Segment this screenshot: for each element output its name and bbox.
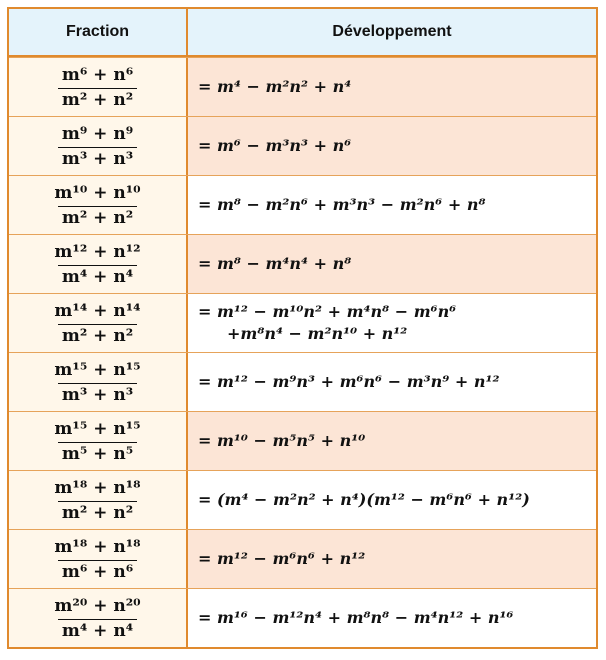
fraction: [58, 123, 137, 170]
development-cell: [188, 412, 596, 470]
fraction: [58, 64, 137, 111]
fraction-cell: [9, 58, 188, 116]
development-expression: [198, 548, 365, 570]
fraction-denominator: m² + n²: [58, 501, 137, 524]
table-row: [9, 57, 596, 116]
fraction-denominator: m² + n²: [58, 324, 137, 347]
development-expression: [198, 301, 456, 345]
development-line-1: = m¹² − m⁶n⁶ + n¹²: [198, 549, 366, 568]
fraction-cell: [9, 353, 188, 411]
table-row: [9, 470, 596, 529]
fraction-numerator: m¹⁸ + n¹⁸: [54, 477, 141, 498]
development-line-1: = m⁸ − m²n⁶ + m³n³ − m²n⁶ + n⁸: [198, 195, 486, 214]
development-line-1: = m¹² − m⁹n³ + m⁶n⁶ − m³n⁹ + n¹²: [198, 372, 500, 391]
fraction: [50, 418, 144, 465]
development-cell: [188, 294, 596, 352]
fraction-denominator: m³ + n³: [58, 383, 137, 406]
table-row: [9, 293, 596, 352]
fraction: [50, 359, 144, 406]
fraction: [50, 300, 144, 347]
development-cell: [188, 530, 596, 588]
development-line-1: = m⁶ − m³n³ + n⁶: [198, 136, 352, 155]
table-row: [9, 411, 596, 470]
table-body: [9, 57, 596, 647]
fraction-numerator: m¹⁸ + n¹⁸: [54, 536, 141, 557]
fraction: [50, 182, 144, 229]
header-fraction: Fraction: [9, 9, 188, 55]
fraction-numerator: m¹⁴ + n¹⁴: [54, 300, 141, 321]
development-expression: [198, 371, 500, 393]
table-row: [9, 588, 596, 647]
development-line-1: = (m⁴ − m²n² + n⁴)(m¹² − m⁶n⁶ + n¹²): [198, 490, 530, 509]
development-line-1: = m⁸ − m⁴n⁴ + n⁸: [198, 254, 352, 273]
development-cell: [188, 235, 596, 293]
fraction: [50, 241, 144, 288]
fraction-numerator: m¹² + n¹²: [54, 241, 141, 262]
fraction: [50, 536, 144, 583]
fraction-cell: [9, 589, 188, 647]
development-expression: [198, 430, 365, 452]
development-line-1: = m⁴ − m²n² + n⁴: [198, 77, 352, 96]
development-expression: [198, 76, 351, 98]
development-cell: [188, 589, 596, 647]
development-line-1: = m¹² − m¹⁰n² + m⁴n⁸ − m⁶n⁶: [198, 302, 457, 321]
fraction-denominator: m⁴ + n⁴: [58, 619, 137, 642]
fraction-denominator: m² + n²: [58, 206, 137, 229]
development-expression: [198, 607, 514, 629]
development-line-1: = m¹⁰ − m⁵n⁵ + n¹⁰: [198, 431, 366, 450]
fraction-cell: [9, 176, 188, 234]
table-header-row: [9, 9, 596, 57]
development-line-2: +m⁸n⁴ − m²n¹⁰ + n¹²: [227, 324, 408, 343]
development-expression: [198, 253, 351, 275]
fraction: [50, 477, 144, 524]
table-row: [9, 529, 596, 588]
fraction-numerator: m¹⁰ + n¹⁰: [54, 182, 141, 203]
fraction-cell: [9, 235, 188, 293]
fraction-cell: [9, 530, 188, 588]
fraction-cell: [9, 412, 188, 470]
fraction-cell: [9, 117, 188, 175]
fraction-numerator: m⁹ + n⁹: [61, 123, 134, 144]
development-line-1: = m¹⁶ − m¹²n⁴ + m⁸n⁸ − m⁴n¹² + n¹⁶: [198, 608, 514, 627]
fraction-numerator: m⁶ + n⁶: [61, 64, 134, 85]
table-row: [9, 116, 596, 175]
fraction-table: [7, 7, 598, 649]
fraction-denominator: m⁵ + n⁵: [58, 442, 137, 465]
development-cell: [188, 353, 596, 411]
fraction-denominator: m³ + n³: [58, 147, 137, 170]
development-cell: [188, 117, 596, 175]
fraction-numerator: m¹⁵ + n¹⁵: [54, 359, 141, 380]
development-cell: [188, 58, 596, 116]
fraction: [50, 595, 144, 642]
fraction-cell: [9, 471, 188, 529]
development-cell: [188, 176, 596, 234]
fraction-denominator: m² + n²: [58, 88, 137, 111]
fraction-cell: [9, 294, 188, 352]
development-expression: [198, 489, 530, 511]
table-row: [9, 234, 596, 293]
fraction-numerator: m²⁰ + n²⁰: [54, 595, 141, 616]
header-development: Développement: [188, 9, 596, 55]
fraction-denominator: m⁶ + n⁶: [58, 560, 137, 583]
development-cell: [188, 471, 596, 529]
fraction-numerator: m¹⁵ + n¹⁵: [54, 418, 141, 439]
fraction-denominator: m⁴ + n⁴: [58, 265, 137, 288]
development-expression: [198, 194, 485, 216]
table-row: [9, 175, 596, 234]
table-row: [9, 352, 596, 411]
development-expression: [198, 135, 351, 157]
